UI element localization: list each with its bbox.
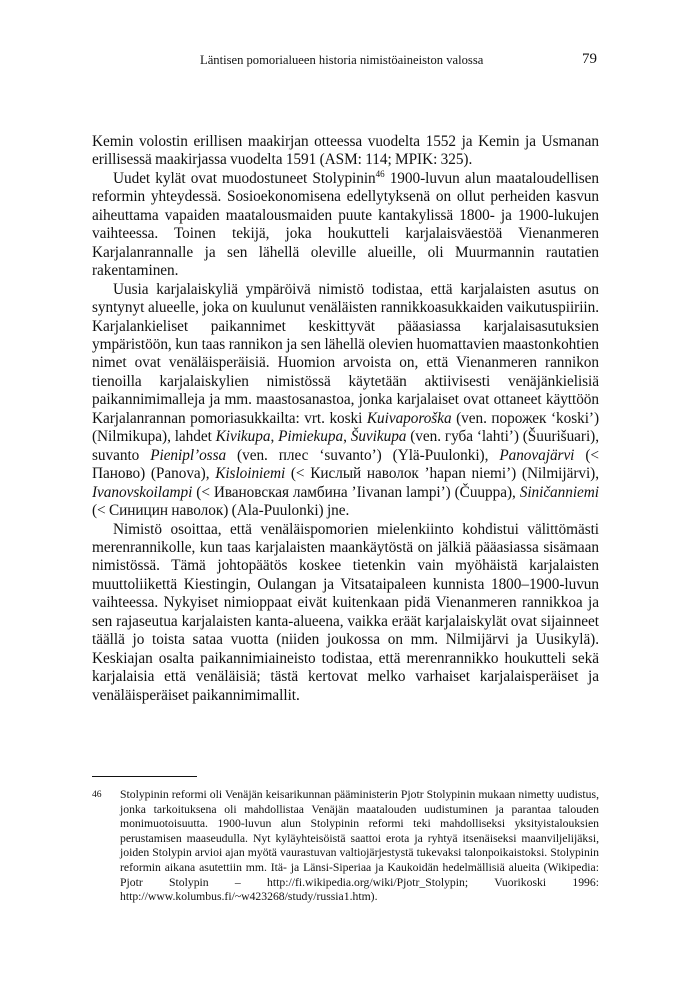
paragraph-3-text: , [343, 428, 351, 446]
paragraph-2-start: Uudet kylät ovat muodostuneet Stolypinin [113, 169, 376, 187]
running-head: Läntisen pomorialueen historia nimistöaineiston valossa [200, 53, 484, 67]
paragraph-3-text: , [270, 428, 279, 446]
footnote-number: 46 [92, 789, 102, 800]
footnote-text: Stolypinin reformi oli Venäjän keisarikunnan pääministerin Pjotr Stolypinin mukaan nimetty uudistus, jonka tarkoituksena oli mahdollistaa Venäjän maatalouden uudistuminen ja parantaa talouden monimuotoisuutta. 1900-luvun alun Stolypinin reformi teki mahdolliseksi yksityistalouksien perustamisen maaseudulla. Nyt kyläyhteisöistä saattoi erota ja ryhtyä itsenäiseksi maanviljelijäksi, joiden Stolypin arvioi ajan myötä vaurastuvan valtiojärjestystä tukevaksi talonpoikaistoksi. Stolypinin reformin aikana asutettiin mm. Itä- ja Länsi-Siperiaa ja Kaukoidän hedelmällisiä alueita (Wikipedia: Pjotr Stolypin – http://fi.wikipedia.org/wiki/Pjotr_Stolypin; Vuorikoski 1996: http://www.kolumbus.fi/~w423268/study/russia1.htm). [120, 788, 599, 904]
place-name: Ivanovskoilampi [92, 483, 193, 501]
paragraph-3-text: Uusia karjalaiskyliä ympäröivä nimistö todistaa, että karjalaisten asutus on syntynyt alueelle, joka on kuulunut venäläisten rannikkoasukkaiden vaikutuspiiriin. Karjalankieliset paikannimet keskittyvät pääasiassa karjalaisasutuksien ympäristöön, kun taas rannikon ja sen lähellä olevien huomattavien maastonkohtien nimet ovat venäläisperäisiä. Huomion arvoista on, että Vienanmeren rannikon tienoilla karjalaiskylien nimistössä käytetään aktiivisesti venäjänkielisiä paikannimimalleja ja mm. maastosanastoa, jonka karjalaiset ovat ottaneet käyttöön Karjalanrannan pomoriasukkailta: vrt. koski [92, 280, 599, 427]
paragraph-3-text: (ven. плес ‘suvanto’) (Ylä-Puulonki), [226, 446, 500, 464]
place-name: Pienipl’ossa [150, 446, 227, 464]
paragraph-3-text: (< Синицин наволок) (Ala-Puulonki) jne. [92, 502, 350, 520]
page-number: 79 [582, 51, 597, 67]
paragraph-4: Nimistö osoittaa, että venäläispomorien mielenkiinto kohdistui välittömästi merenrannikolle, kun taas karjalaisten maankäytöstä on jälkiä pääasiassa sisämaan nimistössä. Tämä johtopäätös koskee tietenkin vain myöhäistä karjalaisten muuttoliikettä Kiestingin, Oulangan ja Vitsataipaleen kunnista 1800–1900-luvun vaihteessa. Nykyiset nimioppaat eivät kuitenkaan pidä Vienanmeren rannikkoa ja sen rajaseutua karjalaisten kanta-alueena, vaikka eräät karjalaiskylät ovat sijainneet täällä jo toista sataa vuotta (niiden joukossa on mm. Nilmijärvi ja Uusikylä). Keskiajan osalta paikannimiaineisto todistaa, että merenrannikko houkutteli sekä karjalaisia että venäläisiä; tästä kertovat melko varhaiset karjalaisperäiset ja venäläisperäiset paikannimimallit. [92, 520, 599, 704]
place-name: Siničanniemi [519, 483, 599, 501]
place-name: Šuvikupa [350, 428, 407, 446]
footnote [92, 788, 599, 905]
paragraph-3-text: (ven. губа ‘lahti’) (Šuurišuari), suvanto [92, 428, 599, 464]
place-name: Pimiekupa [278, 428, 344, 446]
paragraph-3-text: (< Ивановская ламбина ’Iivanan lampi’) (Čuuppa), [192, 483, 520, 501]
paragraph-1: Kemin volostin erillisen maakirjan otteessa vuodelta 1552 ja Kemin ja Usmanan erillisessä maakirjassa vuodelta 1591 (ASM: 114; MPIK: 325). [92, 133, 599, 169]
place-name: Kuivaporoška [366, 409, 452, 427]
paragraph-3-text: (ven. порожек ‘koski’) (Nilmikupa), lahdet [92, 409, 599, 446]
paragraph-3-text: (< Паново) (Panova), [92, 446, 599, 483]
paragraph-3 [92, 281, 599, 521]
paragraph-2 [92, 170, 599, 281]
place-name: Kivikupa [215, 428, 271, 446]
paragraph-2-rest: 1900-luvun alun maataloudellisen reformin yhteydessä. Sosioekonomisena edellytyksenä on ollut perheiden kasvun aiheuttama vapaiden maatalousmaiden puute kantakylissä 1800- ja 1900-lukujen vaihteessa. Toinen tekijä, joka houkutteli karjalaisväestöä Vienanmeren Karjalanrannalle ja sen lähellä oleville alueille, oli Muurmannin rautatien rakentaminen. [92, 169, 599, 280]
paragraph-3-text: (< Кислый наволок ’hapan niemi’) (Nilmijärvi), [285, 465, 599, 483]
place-name: Panovajärvi [499, 446, 575, 464]
footnote-reference[interactable]: 46 [375, 168, 385, 179]
footnote-divider [92, 776, 197, 777]
body-text [92, 133, 599, 705]
place-name: Kisloiniemi [215, 465, 286, 483]
